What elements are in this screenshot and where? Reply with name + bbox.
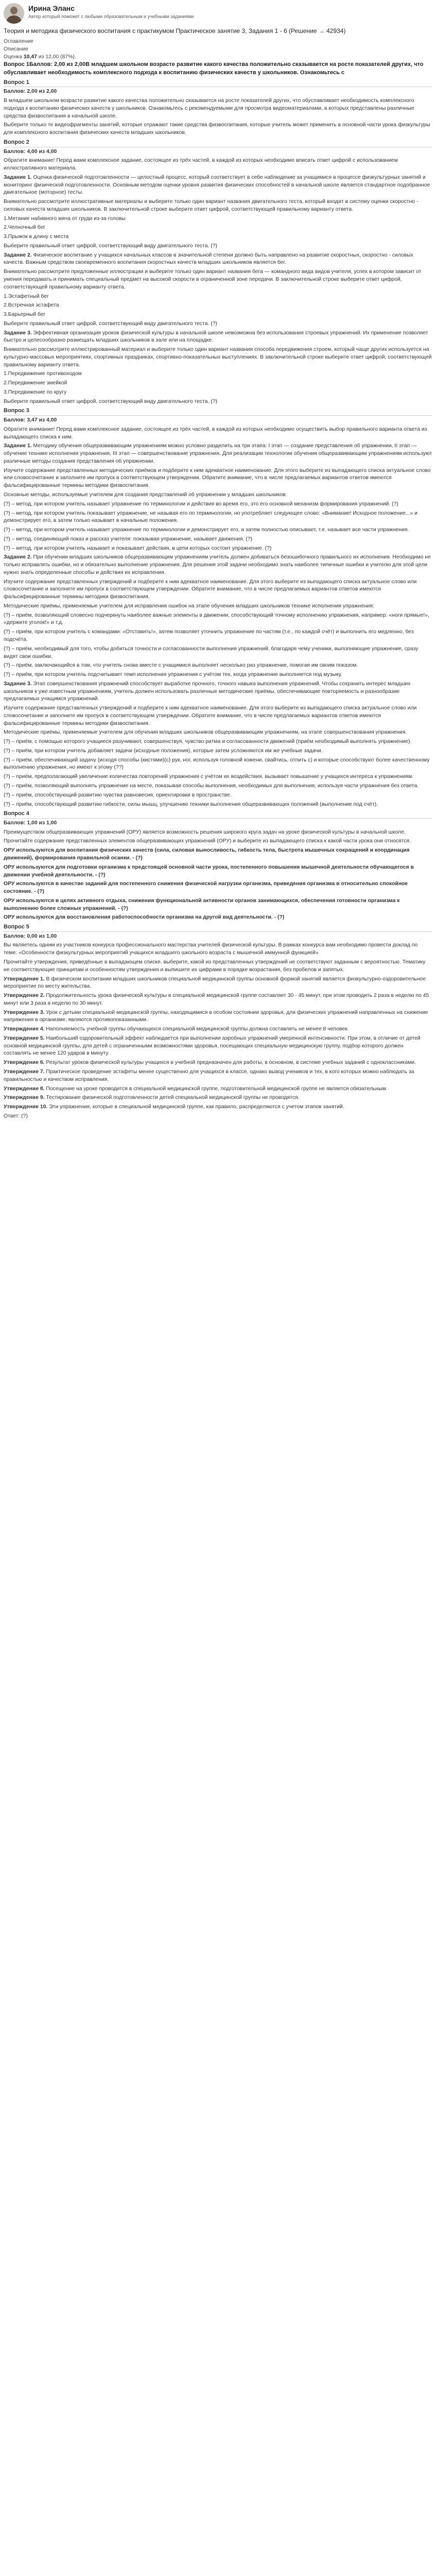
question-paragraph: ОРУ используются для восстановления работоспособности организма на другой вид деятельности. - (?) bbox=[4, 914, 285, 921]
question-paragraph: (?) – метод, при котором учитель называет и показывает действия, в цепи которых состоит упражнение. (?) bbox=[4, 545, 272, 551]
question-paragraph: Утверждение 6. Результат уроков физической культуры учащихся в учебной предназначен для работы, в основном, в системе учебных заданий с одноклассниками. bbox=[4, 1060, 416, 1066]
question-paragraph: (?) – метод, при котором учитель называет упражнение по терминологии и действия во время его, это его основной механизм формирования упражнений. (?) bbox=[4, 501, 398, 507]
question-section bbox=[4, 139, 432, 406]
question-paragraph: (?) – приём, необходимый для того, чтобы добиться точности и согласованности выполнения упражнений, благодаря чему ученики, выполняющие упражнение, сразу видят свои ошибки. bbox=[4, 646, 418, 659]
question-paragraph: Ответ: (?) bbox=[4, 1113, 28, 1119]
question-paragraph: Задание 2. Физическое воспитание у учащихся начальных классов в значительной степени должно быть направлено на развитие скоростных, скоростно - силовых качеств. Важным средством своевременного воспитания скоростных качеств младших школьников является бег. bbox=[4, 252, 413, 266]
question-paragraph: Прочитайте утверждения, приведённые в выпадающем списке, выберите, какой из представленных утверждений не соответствуют заданным с вероятностью. Тематику не соответствующие принципам и особенностям утверждения и выпишите их цифрами в порядке возрастания, без пробелов и запятых. bbox=[4, 959, 426, 973]
question-paragraph: 1.Эстафетный бег bbox=[4, 293, 49, 299]
divider bbox=[4, 415, 432, 416]
avatar[interactable] bbox=[4, 3, 24, 24]
question-paragraph: Внимательно рассмотрите иллюстрированный материал и выберите только один вариант названия способа передвижения строем, который чаще других используется на культурно-массовых мероприятиях, спортивных праздниках, спортивно-показательных выступлениях. В заключительной строке выберите ответ цифрой, соответствующей правильному варианту ответа. bbox=[4, 347, 432, 368]
question-paragraph: 2.Челночный бег bbox=[4, 225, 46, 231]
question-section bbox=[4, 810, 432, 922]
question-paragraph: Преимуществом общеразвивающих упражнений (ОРУ) является возможность решения широкого круга задач на уроке физической культуры в начальной школе. bbox=[4, 829, 406, 835]
question-header: Вопрос 5 bbox=[4, 924, 29, 930]
author-block bbox=[4, 3, 432, 24]
question-paragraph: ОРУ используются в целях активного отдыха, снижения функциональной активности органов занимающихся, обеспечения готовности организма к выполнению более сложных упражнений. - (?) bbox=[4, 897, 400, 911]
question-paragraph: ОРУ используются в качестве заданий для постепенного снижения физической нагрузки организма, приведения организма в относительно спокойное состояние. - (?) bbox=[4, 881, 408, 895]
question-paragraph: Утверждение 5. Наибольший оздоровительный эффект наблюдается при выполнении аэробных упражнений умеренной интенсивности. При этом, в отличие от детей основной медицинской группы, для детей с ограниченными возможностями здоровья, посещающих специальную медицинскую группу, подбор которого должен составлять не менее 120 ударов в минуту. bbox=[4, 1035, 421, 1057]
question-paragraph: Утверждение 9. Тестирование физической подготовленности детей специальной медицинской группы не проводятся. bbox=[4, 1095, 300, 1101]
question-score: Баллов: 0,00 из 1,00 bbox=[4, 933, 57, 939]
question-header: Вопрос 2 bbox=[4, 139, 29, 145]
question-paragraph: (?) – метод, при котором учитель называет упражнение по терминологии и демонстрирует его, а затем полностью описывает, т.е. называет все части упражнения. bbox=[4, 527, 409, 533]
question-paragraph: Методические приёмы, применяемые учителем для исправления ошибок на этапе обучения младших школьников технике исполнения упражнения: bbox=[4, 603, 374, 609]
author-description: Автор который поможет с любыми образовательным и учебными заданиями bbox=[28, 13, 194, 19]
question-paragraph: Основные методы, используемые учителем для создания представлений об упражнении у младших школьников: bbox=[4, 492, 287, 498]
question-paragraph: (?) – приём, обеспечивающий задачу (исходя способы (кистями)(с) рук, ног, используя головной кожени, свайтись, отпить с) и которые способствуют более качественному выполнению упражнения, но имеют к этому (??) bbox=[4, 757, 430, 771]
question-paragraph: 3.Прыжок в длину с места bbox=[4, 234, 69, 240]
question-paragraph: (?) – приём, заключающийся в том, что учитель снова вместе с учащимися выполняет несколько раз упражнение, помогая им своим показом. bbox=[4, 663, 358, 669]
question-paragraph: Утверждение 1. В физическом воспитании младших школьников специальной медицинской группы основной формой занятий является физкультурно-оздоровительное мероприятие по месту жительства. bbox=[4, 976, 426, 990]
divider bbox=[4, 931, 432, 932]
divider bbox=[4, 818, 432, 819]
question-paragraph: (?) – приём, способствующий развитию чувства равновесия, ориентировки в пространстве. bbox=[4, 792, 232, 798]
question-paragraph: Задание 3. Эффективная организация уроков физической культуры в начальной школе невозможна без использования строевых упражнений. Их применение позволяет быстро и целесообразно размещать младших школьников в зале или на площадке. bbox=[4, 330, 428, 344]
question-paragraph: Вы являетесь одним из участников конкурса профессионального мастерства учителей физической культуры. В рамках конкурса вам необходимо провести доклад по теме: «Особенности физкультурных мероприятий учащихся младшего школьного возраста с мышечной иммунной функцией» bbox=[4, 942, 418, 956]
question-paragraph: Выберите только те видеофрагменты занятий, которые отражают такие средства физвоспитания, которые учитель может применить в основной части урока физкультуры для комплексного воспитания физических качеств младших школьников. bbox=[4, 122, 430, 136]
question-paragraph: Утверждение 8. Посещение на уроке проводится в специальной медицинской группе, подготовительной медицинской группе не является обязательным. bbox=[4, 1086, 388, 1092]
question-section bbox=[4, 407, 432, 808]
main-question: Вопрос 1Баллов: 2,00 из 2,00В младшем школьном возрасте развитие какого качества положительно сказывается на росте показателей других, что обуславливает необходимость комплексного подхода к воспитанию физических качеств у школьников. Ознакомьтесь с bbox=[4, 61, 424, 76]
question-paragraph: 3.Барьерный бег bbox=[4, 312, 46, 318]
question-paragraph: Обратите внимание! Перед вами комплексное задание, состоящее из трёх частей, в каждой из которых необходимо осуществить выбор правильного варианта ответа из выпадающего списка к ним. bbox=[4, 426, 427, 440]
question-paragraph: Утверждение 10. Эти упражнения, которые в специальной медицинской группе, как правило, распределяются с учетом этапов занятий. bbox=[4, 1104, 344, 1110]
question-paragraph: Обратите внимание! Перед вами комплексное задание, состоящее из трёх частей, в каждой из которых необходимо вписать ответ цифрой с использованием иллюстративного материала. bbox=[4, 158, 398, 172]
page bbox=[0, 0, 436, 1127]
question-paragraph: 1.Передвижение противоходом bbox=[4, 371, 82, 377]
question-score: Баллов: 4,00 из 4,00 bbox=[4, 148, 57, 155]
question-paragraph: (?) – приём, при котором учитель добавляет задачи (исходные положения), которые затем усложняются им же учебные задачи. bbox=[4, 748, 323, 754]
question-paragraph: В младшем школьном возрасте развитие какого качества положительно сказывается на росте показателей других, что обуславливает необходимость комплексного подхода к воспитанию физических качеств у школьников. Ознакомьтесь с рекомендуемыми для просмотра видеоматериалами, в которых представлены различные средства физвоспитания в начальной школе. bbox=[4, 98, 414, 119]
question-paragraph: Задание 1. Оценка физической подготовленности — целостный процесс, который соответствует в себе наблюдение за учащимися в процессе физкультурных занятий и мониторинг физической подготовленности. Основным методом оценки уровня развития физических способностей в начальной школе является стандартное подобранное двигательное (моторное) тесты. bbox=[4, 174, 430, 196]
author-info bbox=[28, 3, 194, 20]
question-paragraph: (?) – приём, позволяющий словесно подчеркнуть наиболее важные элементы в движении, способствующий точному исполнению упражнения, например: «ноги прямые!», «держите уголок!» и т.д. bbox=[4, 612, 429, 626]
question-paragraph: (?) – приём, способствующий развитию гибкости, силы мышц, улучшению техники выполнения общеразвивающих положений (выполнение под счёт). bbox=[4, 801, 378, 807]
question-paragraph: 3.Передвижение по кругу bbox=[4, 389, 67, 395]
question-paragraph: 1.Метание набивного мяча от груди из-за головы bbox=[4, 215, 126, 222]
question-paragraph: 2.Передвижение змейкой bbox=[4, 380, 67, 386]
question-paragraph: Выберите правильный ответ цифрой, соответствующий виду двигательного теста. (?) bbox=[4, 243, 217, 249]
question-paragraph: (?) – приём, при котором учитель подсчитывает темп исполнения упражнения с учётом тех, когда упражнение выполняется под музыку. bbox=[4, 672, 342, 678]
question-header: Вопрос 4 bbox=[4, 810, 29, 817]
toc-label[interactable]: Оглавление bbox=[4, 39, 33, 45]
question-paragraph: Изучите содержание представленных утверждений и подберите к ним адекватное наименование. Для этого выберите из выпадающего списка актуальное слово или словосочетание и заполните им пропуск в соответствующем утверждении. Обратите внимание, что в числе предлагаемых вариантов ответов имеются фальсифицированные термины методики физвоспитания. bbox=[4, 579, 417, 600]
question-paragraph: Внимательно рассмотрите предложенные иллюстрации и выберите только один вариант названия бега — командного вида видов учителя, успех в котором зависит от умения передавать и принимать специальный предмет на высокой скорости в ограниченной зоне передачи. В заключительной строке выберите ответ цифрой, соответствующей правильному варианту ответа. bbox=[4, 269, 422, 290]
question-header: Вопрос 3 bbox=[4, 408, 29, 414]
question-paragraph: Выберите правильный ответ цифрой, соответствующий виду двигательного теста. (?) bbox=[4, 398, 217, 404]
questions-list bbox=[4, 79, 432, 1121]
question-paragraph: Утверждение 2. Продолжительность урока физической культуры в специальной медицинской группе составляет 30 - 45 минут, при этом проводить 2 раза в неделю по 45 минут или 3 раза в неделю по 30 минут. bbox=[4, 993, 429, 1006]
question-score: Баллов: 1,00 из 1,00 bbox=[4, 820, 57, 826]
author-name[interactable]: Ирина Эланс bbox=[28, 4, 75, 12]
question-paragraph: Методические приёмы, применяемые учителем для обучения младших школьников общеразвивающим упражнениям, на этапе совершенствования упражнения. bbox=[4, 730, 407, 736]
question-paragraph: Задание 3. Этап совершенствования упражнений способствует выработке прочного, точного навыка выполнения упражнений. Чтобы сохранить интерес младших школьников к уже известным упражнениям, учитель должен использовать различные методические приёмы, обеспечивающие повторяемость и разнообразие предлагаемых учащимся упражнений. bbox=[4, 681, 411, 702]
question-paragraph: Внимательно рассмотрите иллюстративные материалы и выберите только один вариант названия двигательного теста, который входит в систему оценки скоростно - силовых качеств младших школьников. В заключительной строке выберите ответ цифрой, соответствующей правильному варианту ответа. bbox=[4, 199, 418, 212]
question-section bbox=[4, 79, 432, 137]
question-paragraph: ОРУ используются для воспитания физических качеств (сила, силовая выносливость, гибкость тела, быстрота мышечных сокращений и координация движений), формирования правильной осанки. - (?) bbox=[4, 848, 410, 861]
score-summary: Оценка 10,47 из 12,00 (87%). bbox=[4, 54, 76, 60]
question-paragraph: (?) – приём, при котором учитель с командами: «Отставить!», затем позволяет уточнить упражнение по частям (т.е., по каждой счёт) и выполнить его медленно, без подсчёта. bbox=[4, 629, 414, 642]
question-paragraph: Утверждение 3. Урок с детьми специальной медицинской группы, находящимися в особом состоянии здоровья, для физических упражнений направленных на снижение напряжения в организме, являются противопоказанными. bbox=[4, 1009, 428, 1023]
question-paragraph: (?) – метод, соединяющий показ и рассказ учителя: показывая упражнение, называет движения. (?) bbox=[4, 536, 253, 542]
question-score: Баллов: 2,00 из 2,00 bbox=[4, 89, 57, 95]
page-title: Теория и методика физического воспитания с практикумом Практическое занятие 3, Задания 1 - 6 (Решение → 42934) bbox=[4, 27, 346, 35]
question-score: Баллов: 3,47 из 4,00 bbox=[4, 417, 57, 423]
question-paragraph: (?) – приём, предполагающий увеличение количества повторений упражнения с учётом их воздействия, вызывает повышение у учащихся интереса к упражнениям. bbox=[4, 774, 414, 780]
question-paragraph: Прочитайте содержание представленных элементов общеразвивающих упражнений (ОРУ) и выберите из выпадающего списка к какой части урока они относятся. bbox=[4, 838, 411, 844]
question-paragraph: Утверждение 4. Наполняемость учебной группы обучающихся специальной медицинской группы должна составлять не менее 8 человек. bbox=[4, 1026, 349, 1032]
question-paragraph: Изучите содержание представленных методических приёмов и подберите к ним адекватное наименование. Для этого выберите из выпадающего списка актуальное слово или словосочетание и заполните им пропуск в соответствующем утверждении. Обратите внимание, что в числе предлагаемых вариантов ответов имеются фальсифицированные термины методики физвоспитания. bbox=[4, 467, 431, 489]
question-paragraph: (?) – приём, позволяющий выполнять упражнение на месте, показывая способы выполнения, необходимых для выполнения, используя части упражнения без ответа. bbox=[4, 783, 419, 789]
question-paragraph: Задание 1. Методику обучения общеразвивающим упражнениям можно условно разделить на три этапа: I этап — создание представления об упражнении, II этап — обучение технике исполнения упражнения, III этап — совершенствование упражнения. Для реализации технологии обучения общеразвивающим упражнениям используют различные методы создания представления об упражнении. bbox=[4, 443, 432, 464]
question-paragraph: Утверждение 7. Практическое проведение эстафеты менее существенно для учащихся в классе, однако вывод учеников и тех, в кого которых можно наблюдать за правильностью и качеством исправления. bbox=[4, 1069, 414, 1082]
question-paragraph: 2.Встречная эстафета bbox=[4, 302, 59, 309]
question-header: Вопрос 1 bbox=[4, 79, 29, 86]
question-paragraph: Изучите содержание представленных утверждений и подберите к ним адекватное наименование. Для этого выберите из выпадающего списка актуальное слово или словосочетание и заполните им пропуск в соответствующем утверждении. Обратите внимание, что в числе предлагаемых вариантов ответов имеются фальсифицированные термины методики физвоспитания. bbox=[4, 705, 417, 726]
question-section bbox=[4, 923, 432, 1120]
question-paragraph: ОРУ используются для подготовки организма к предстоящей основной части урока, постепенного повышения мышечной деятельности обучающегося в движении учебной деятельности. - (?) bbox=[4, 864, 414, 878]
description-label: Описание bbox=[4, 46, 28, 52]
question-paragraph: (?) – метод, при котором учитель показывает упражнение, не называя его по терминологии, но употребляет следующее слово: «Внимание! Исходное положение...» и демонстрирует его, в затем только называет в начальные положения. bbox=[4, 510, 417, 524]
question-paragraph: (?) – приём, с помощью которого учащиеся разучивают, совершенствуя, чувство ритма и согласованности движений (приём необходимый выполнять упражнение). bbox=[4, 739, 412, 745]
question-paragraph: Выберите правильный ответ цифрой, соответствующий виду двигательного теста. (?) bbox=[4, 320, 217, 327]
question-paragraph: Задание 2. При обучении младших школьников общеразвивающим упражнениям учитель должен добиваться безошибочного правильного их исполнения. Необходимо не только исправлять ошибки, но и обязательно выполнение упражнения. Для решения этой задачи необходимо знать наиболее типичные ошибки и учителю для этой цели нужно знать определенные способы и действия их исправления. bbox=[4, 554, 431, 575]
